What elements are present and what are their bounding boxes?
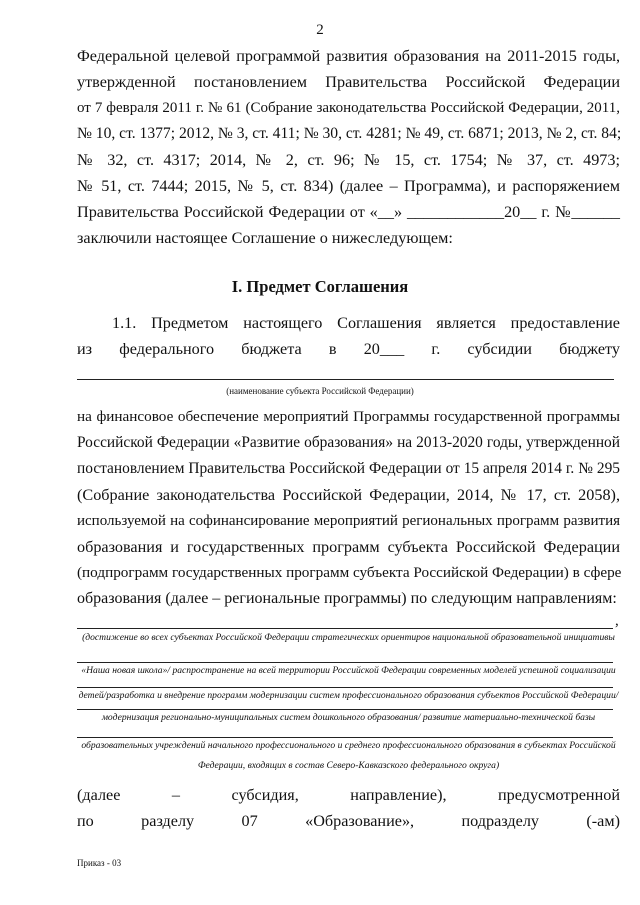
paragraph-1-line: № 51, ст. 7444; 2015, № 5, ст. 834) (далее – Программа), и распоряжением <box>77 177 620 195</box>
page-number: 2 <box>316 22 324 38</box>
paragraph-2-line: (подпрограмм государственных программ субъекта Российской Федерации) в сфере <box>77 564 622 581</box>
clause-1-1-line: из федерального бюджета в 20___ г. субсидии бюджету <box>77 340 620 358</box>
paragraph-2-line: используемой на софинансирование мероприятий региональных программ развития <box>77 513 620 529</box>
section-heading: I. Предмет Соглашения <box>231 277 409 296</box>
direction-blank-line <box>77 737 613 738</box>
paragraph-2-line: Российской Федерации «Развитие образования» на 2013-2020 годы, утвержденной <box>77 434 620 451</box>
paragraph-2-line: на финансовое обеспечение мероприятий Программы государственной программы <box>77 408 620 425</box>
direction-note: модернизация регионально-муниципальных систем дошкольного образования/ развитие материально-технической базы <box>101 712 596 723</box>
paragraph-1-line: от 7 февраля 2011 г. № 61 (Собрание законодательства Российской Федерации, 2011, <box>77 100 620 116</box>
paragraph-2-line: (Собрание законодательства Российской Федерации, 2014, № 17, ст. 2058), <box>77 486 620 504</box>
paragraph-1-line: № 10, ст. 1377; 2012, № 3, ст. 411; № 30, ст. 4281; № 49, ст. 6871; 2013, № 2, ст. 84; <box>77 125 622 142</box>
direction-note: (достижение во всех субъектах Российской Федерации стратегических ориентиров национальной образовательной инициативы <box>82 632 615 643</box>
direction-note: детей/разработка и внедрение программ модернизации систем профессионального образования субъектов Российской Федерации/ <box>78 690 619 701</box>
paragraph-1-line: утвержденной постановлением Правительства Российской Федерации <box>77 73 620 91</box>
paragraph-2-line: образования и государственных программ субъекта Российской Федерации <box>77 538 620 556</box>
paragraph-1-line: Правительства Российской Федерации от «__» ____________20__ г. №______ <box>77 203 620 221</box>
direction-note: «Наша новая школа»/ распространение на всей территории Российской Федерации современных моделей успешной социализации <box>81 665 616 676</box>
paragraph-2-line: постановлением Правительства Российской Федерации от 15 апреля 2014 г. № 295 <box>77 460 620 477</box>
trailing-comma: , <box>615 613 619 629</box>
direction-note: Федерации, входящих в состав Северо-Кавказского федерального округа) <box>197 760 500 771</box>
direction-blank-line <box>77 687 613 688</box>
subject-name-blank-line <box>77 379 614 380</box>
footer-label: Приказ - 03 <box>77 858 122 868</box>
paragraph-2-line: образования (далее – региональные программы) по следующим направлениям: <box>77 590 617 607</box>
paragraph-3-line: (далее – субсидия, направление), предусмотренной <box>77 786 620 804</box>
direction-blank-line <box>77 709 613 710</box>
paragraph-1-line: № 32, ст. 4317; 2014, № 2, ст. 96; № 15, ст. 1754; № 37, ст. 4973; <box>77 151 620 169</box>
clause-1-1-line: 1.1. Предметом настоящего Соглашения является предоставление <box>112 314 620 332</box>
subject-name-caption: (наименование субъекта Российской Федерации) <box>226 386 414 396</box>
direction-blank-line <box>77 662 613 663</box>
direction-note: образовательных учреждений начального профессионального и среднего профессионального образования в субъектах Российской <box>81 740 616 751</box>
paragraph-3-line: по разделу 07 «Образование», подразделу (-ам) <box>77 812 620 830</box>
paragraph-1-line: заключили настоящее Соглашение о нижеследующем: <box>77 229 453 247</box>
paragraph-1-line: Федеральной целевой программой развития образования на 2011-2015 годы, <box>77 47 620 65</box>
direction-blank-line <box>77 628 613 629</box>
